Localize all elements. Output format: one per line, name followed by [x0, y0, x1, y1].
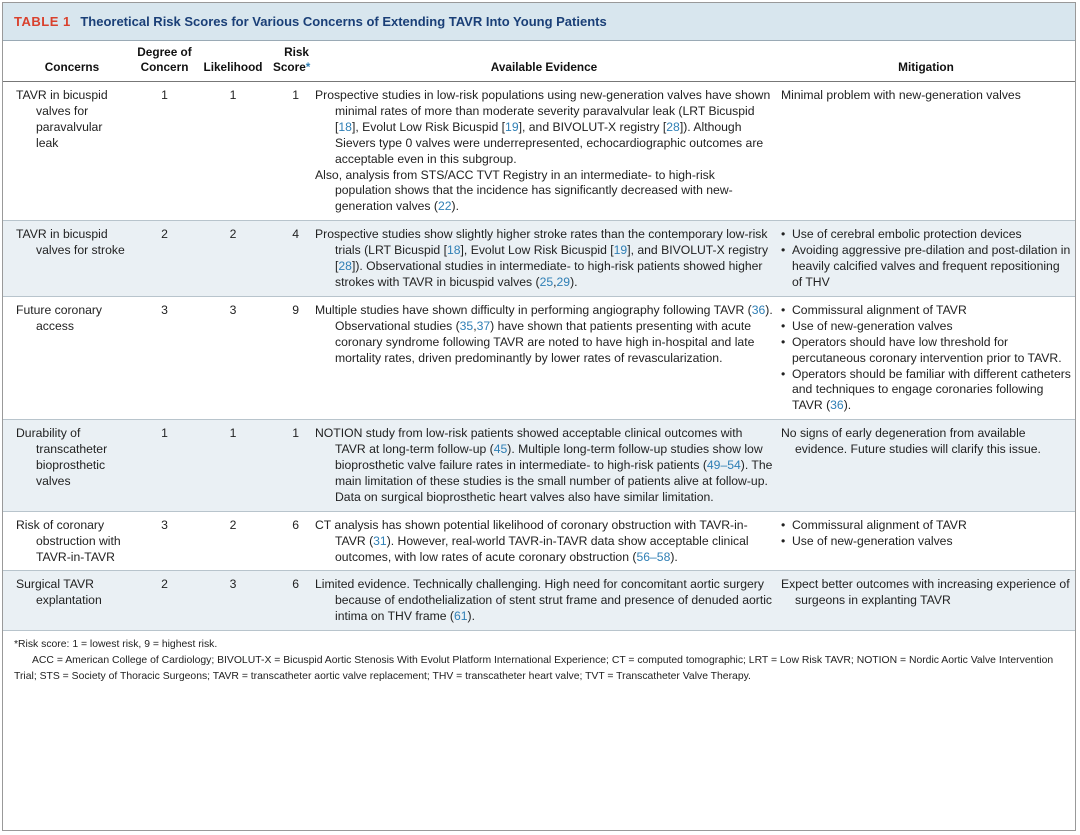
header-evidence: Available Evidence [311, 41, 777, 82]
ref-link[interactable]: 19 [505, 119, 519, 134]
degree-cell: 2 [132, 221, 197, 297]
mitigation-item: • Avoiding aggressive pre-dilation and post-dilation in heavily calcified valves and frequent repositioning of THV [781, 243, 1071, 291]
degree-cell: 1 [132, 82, 197, 221]
abbreviations-note: ACC = American College of Cardiology; BIVOLUT-X = Bicuspid Aortic Stenosis With Evolut Platform International Experience; CT = computed tomographic; LRT = Low Risk TAVR; NOTION = Nordic Aortic Valve Intervention Trial; STS = Society of Thoracic Surgeons; TAVR = transcatheter aortic valve replacement; THV = transcatheter heart valve; TVT = Transcatheter Valve Therapy. [14, 655, 1054, 683]
header-risk-score: Risk Score* [269, 41, 311, 82]
evidence-cell: Limited evidence. Technically challenging. High need for concomitant aortic surgery because of endothelialization of stent strut frame and presence of denuded aortic intima on THV frame (61). [311, 571, 777, 631]
ref-link[interactable]: 22 [437, 199, 452, 214]
table-row [3, 420, 1075, 512]
score-cell: 6 [269, 511, 311, 571]
header-concerns: Concerns [3, 41, 132, 82]
degree-cell: 3 [132, 296, 197, 419]
score-cell: 6 [269, 571, 311, 631]
concern-cell: Risk of coronary obstruction with TAVR-in-TAVR [16, 517, 121, 564]
evidence-cell: NOTION study from low-risk patients showed acceptable clinical outcomes with TAVR at long-term follow-up (45). Multiple long-term follow-up studies show low bioprosthetic valve failure rates in intermediate- to high-risk patients (49–54). The main limitation of these studies is the small number of patients alive at follow-up. Data on surgical bioprosthetic heart valves also have similar limitation. [311, 420, 777, 512]
mitigation-cell [777, 511, 1075, 571]
ref-link[interactable]: 35 [459, 318, 474, 333]
likelihood-cell: 2 [197, 221, 269, 297]
header-likelihood: Likelihood [197, 41, 269, 82]
mitigation-cell: Expect better outcomes with increasing experience of surgeons in explanting TAVR [777, 571, 1075, 631]
table-row [3, 571, 1075, 631]
ref-link[interactable]: 37 [476, 318, 491, 333]
mitigation-item: • Use of new-generation valves [781, 534, 1071, 550]
ref-link[interactable]: 28 [338, 259, 352, 274]
table-row [3, 221, 1075, 297]
mitigation-item: • Operators should be familiar with different catheters and techniques to engage coronaries following TAVR (36). [781, 367, 1071, 415]
table-title: Theoretical Risk Scores for Various Concerns of Extending TAVR Into Young Patients [80, 14, 607, 29]
concern-cell: TAVR in bicuspid valves for paravalvular leak [16, 88, 108, 150]
score-cell: 1 [269, 420, 311, 512]
ref-link[interactable]: 18 [446, 243, 461, 258]
table-label: TABLE 1 [14, 14, 71, 29]
mitigation-cell: Minimal problem with new-generation valves [777, 82, 1075, 221]
evidence-cell: Multiple studies have shown difficulty in performing angiography following TAVR (36). Observational studies (35,37) have shown that patients presenting with acute coronary syndrome following TAVR are noted to have high in-hospital and late mortality rates, driven predominantly by lower rates of revascularization. [311, 296, 777, 419]
likelihood-cell: 3 [197, 296, 269, 419]
ref-link[interactable]: 56–58 [636, 549, 671, 564]
header-row [3, 41, 1075, 82]
table-frame [2, 2, 1076, 831]
score-cell: 4 [269, 221, 311, 297]
score-cell: 9 [269, 296, 311, 419]
likelihood-cell: 1 [197, 420, 269, 512]
mitigation-item: • Use of cerebral embolic protection devices [781, 227, 1071, 243]
ref-link[interactable]: 19 [613, 243, 628, 258]
ref-link[interactable]: 25 [539, 274, 554, 289]
score-cell: 1 [269, 82, 311, 221]
ref-link[interactable]: 29 [556, 274, 571, 289]
mitigation-cell [777, 221, 1075, 297]
header-degree: Degree of Concern [132, 41, 197, 82]
table-row [3, 511, 1075, 571]
table-caption [3, 3, 1075, 41]
mitigation-item: • Commissural alignment of TAVR [781, 303, 1071, 319]
concern-cell: Future coronary access [16, 302, 103, 333]
ref-link[interactable]: 49–54 [706, 458, 741, 473]
ref-link[interactable]: 45 [493, 442, 508, 457]
mitigation-cell [777, 296, 1075, 419]
table-footnotes [3, 631, 1075, 685]
ref-link[interactable]: 36 [751, 302, 766, 317]
likelihood-cell: 3 [197, 571, 269, 631]
mitigation-cell: No signs of early degeneration from available evidence. Future studies will clarify this issue. [777, 420, 1075, 512]
likelihood-cell: 1 [197, 82, 269, 221]
header-mitigation: Mitigation [777, 41, 1075, 82]
evidence-cell: CT analysis has shown potential likelihood of coronary obstruction with TAVR-in-TAVR (31). However, real-world TAVR-in-TAVR data show acceptable clinical outcomes, with low rates of acute coronary obstruction (56–58). [311, 511, 777, 571]
mitigation-item: • Use of new-generation valves [781, 319, 1071, 335]
evidence-cell: Prospective studies in low-risk populations using new-generation valves have shown minimal rates of more than moderate severity paravalvular leak (LRT Bicuspid [18], Evolut Low Risk Bicuspid [19], and BIVOLUT-X registry [28]). Although Sievers type 0 valves were underrepresented, echocardiographic outcomes are acceptable even in this subgroup. Also, analysis from STS/ACC TVT Registry in an intermediate- to high-risk population shows that the incidence has significantly decreased with new-generation valves (22). [311, 82, 777, 221]
degree-cell: 2 [132, 571, 197, 631]
mitigation-item: • Commissural alignment of TAVR [781, 518, 1071, 534]
ref-link[interactable]: 31 [373, 533, 387, 548]
ref-link[interactable]: 36 [830, 398, 844, 413]
table-row [3, 82, 1075, 221]
table-row [3, 296, 1075, 419]
ref-link[interactable]: 18 [338, 119, 352, 134]
concern-cell: TAVR in bicuspid valves for stroke [16, 227, 125, 258]
concern-cell: Surgical TAVR explantation [16, 577, 102, 608]
mitigation-item: • Operators should have low threshold for percutaneous coronary intervention prior to TAVR. [781, 335, 1071, 367]
likelihood-cell: 2 [197, 511, 269, 571]
evidence-cell: Prospective studies show slightly higher stroke rates than the contemporary low-risk trials (LRT Bicuspid [18], Evolut Low Risk Bicuspid [19], and BIVOLUT-X registry [28]). Observational studies in intermediate- to high-risk patients showed higher strokes with TAVR in bicuspid valves (25,29). [311, 221, 777, 297]
degree-cell: 1 [132, 420, 197, 512]
concern-cell: Durability of transcatheter bioprosthetic valves [16, 426, 108, 488]
degree-cell: 3 [132, 511, 197, 571]
ref-link[interactable]: 28 [666, 119, 680, 134]
risk-score-note: *Risk score: 1 = lowest risk, 9 = highest risk. [14, 639, 218, 651]
ref-link[interactable]: 61 [453, 609, 468, 624]
risk-table [3, 41, 1075, 631]
